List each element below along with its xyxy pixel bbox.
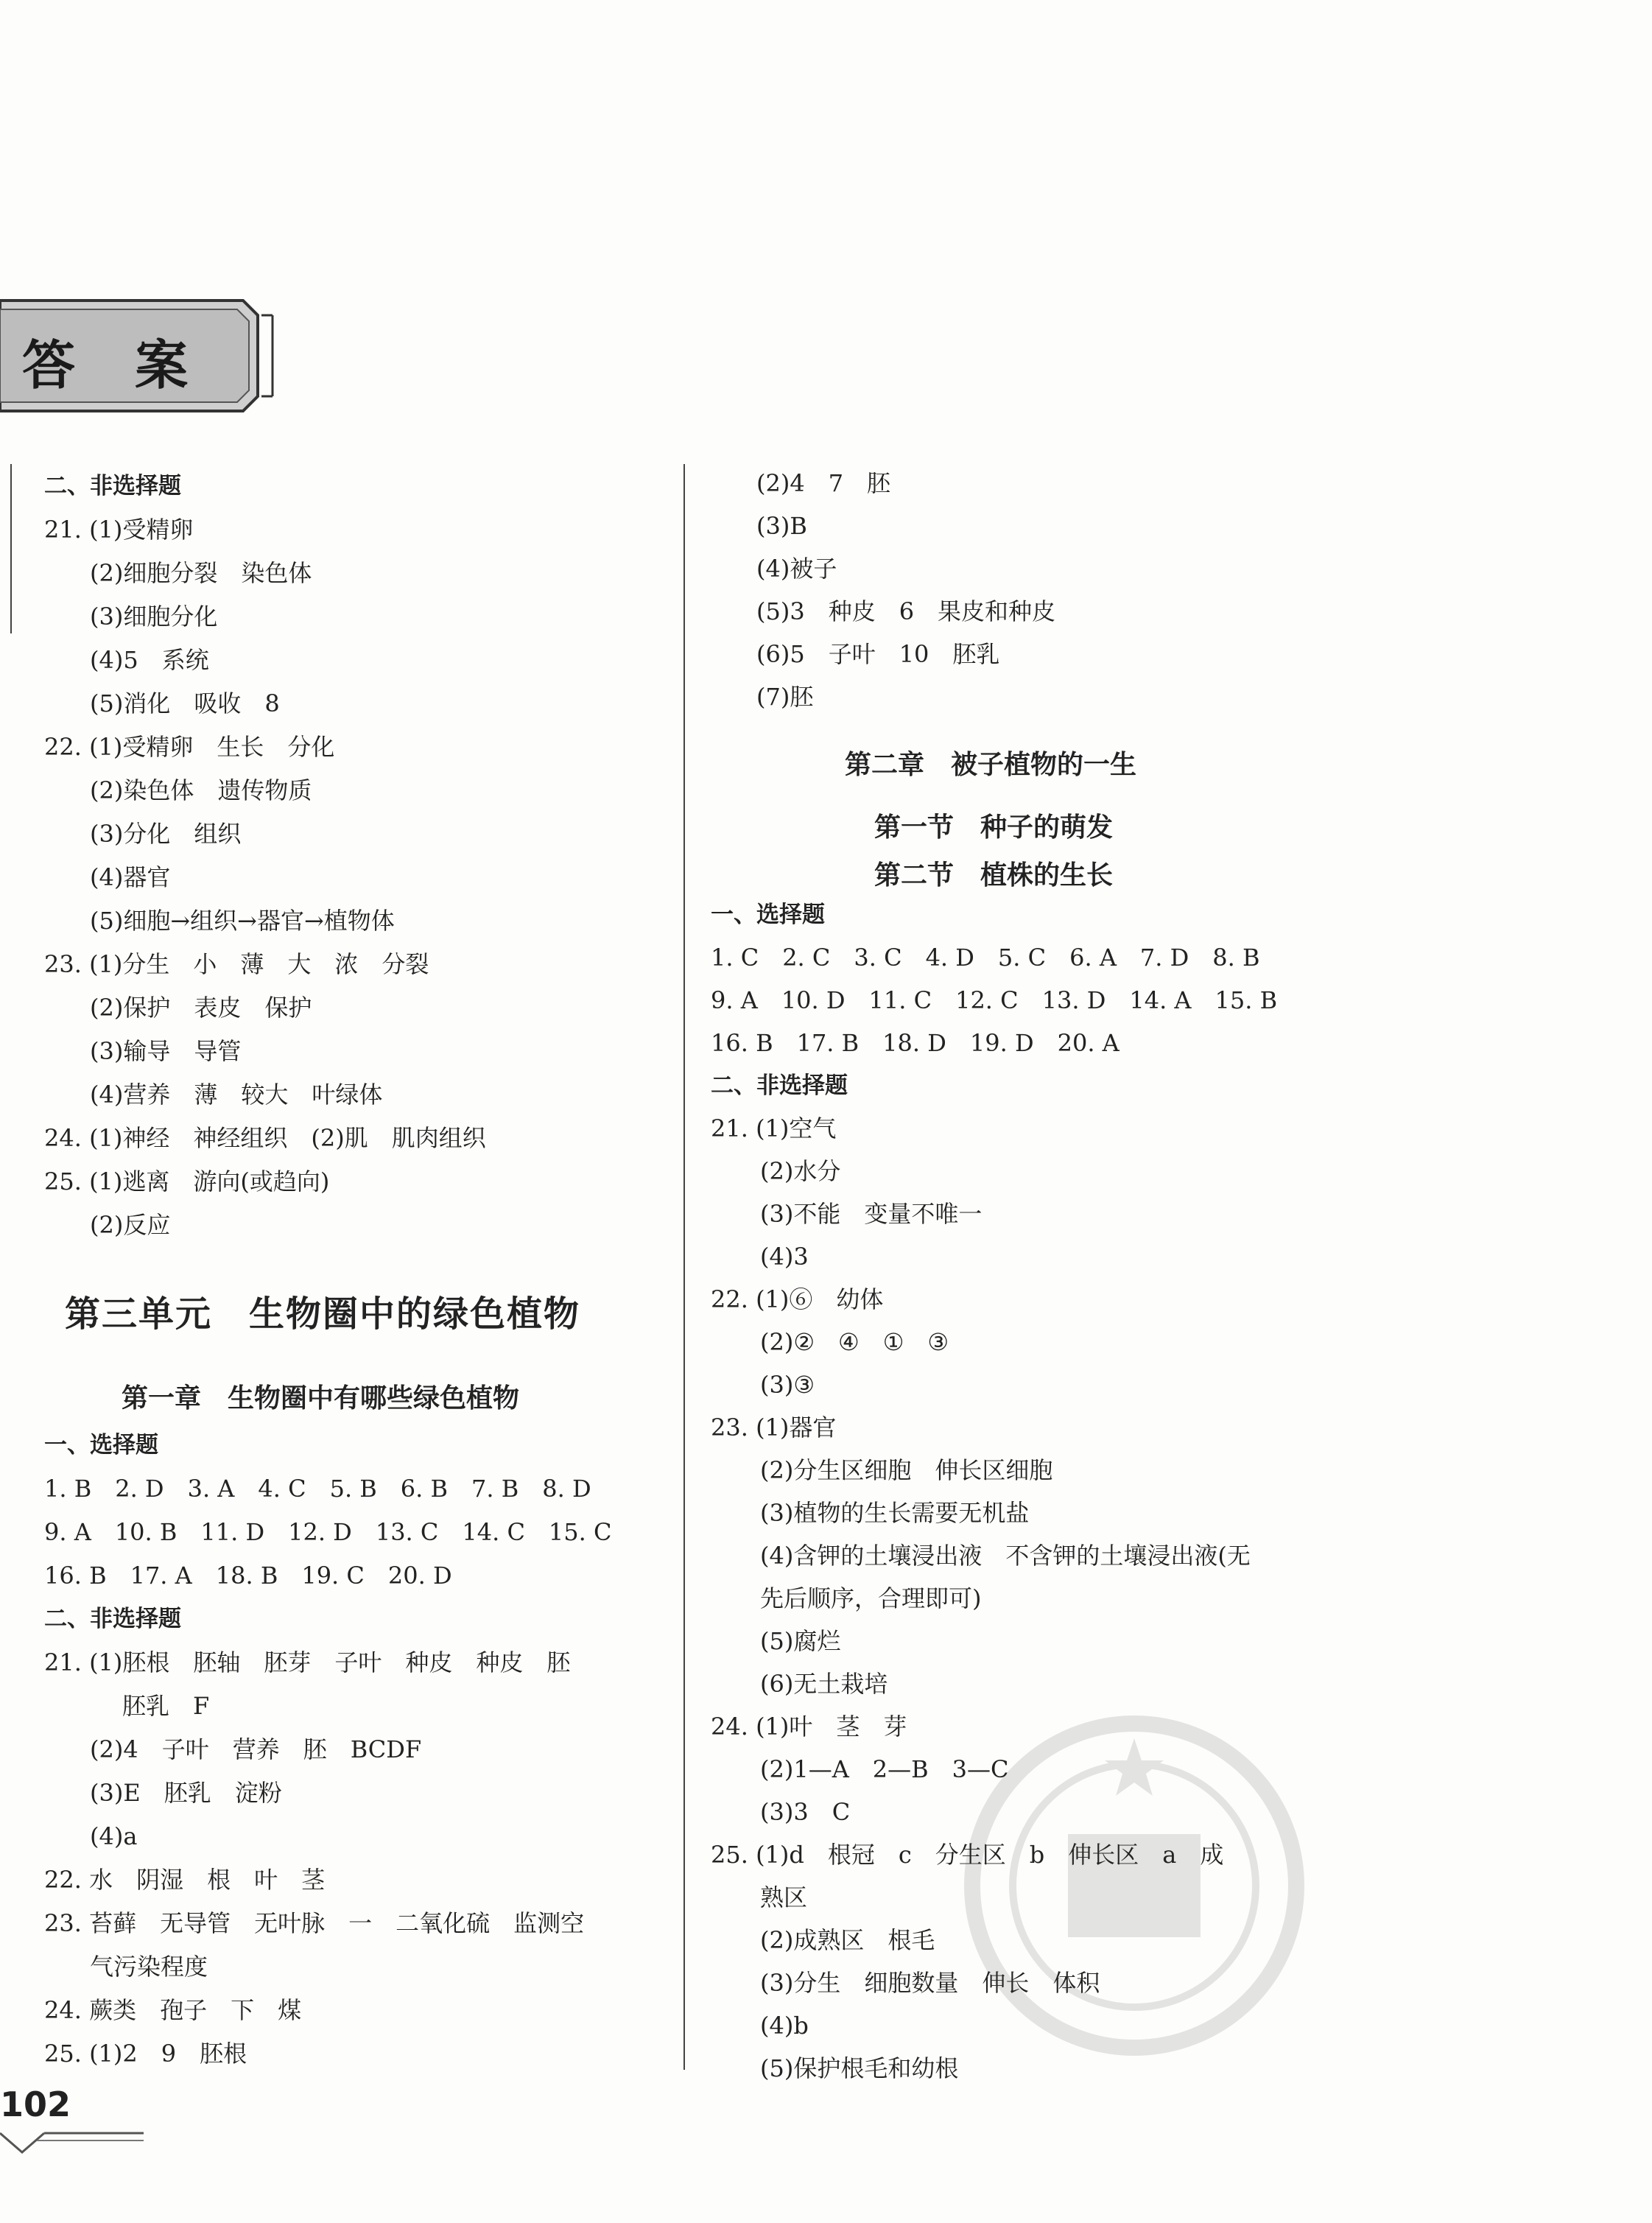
answer-line: (2)染色体 遗传物质 [90,776,312,804]
answer-line: 24. 蕨类 孢子 下 煤 [44,1996,302,2024]
answer-line: 16. B 17. A 18. B 19. C 20. D [44,1562,452,1590]
chapter-title: 第二章 被子植物的一生 [845,749,1137,780]
answer-line: (5)3 种皮 6 果皮和种皮 [756,597,1056,625]
answer-line: 23. (1)分生 小 薄 大 浓 分裂 [44,950,429,978]
section-title: 第一节 种子的萌发 [874,812,1114,843]
section-title: 第二节 植株的生长 [874,860,1114,891]
answer-line: 25. (1)逃离 游向(或趋向) [44,1167,330,1195]
answer-line: (2)细胞分裂 染色体 [90,559,312,587]
answer-line: 25. (1)2 9 胚根 [44,2040,247,2068]
section-heading: 一、选择题 [44,1432,158,1458]
answer-line: (2)保护 表皮 保护 [90,994,312,1022]
answer-line: (3)③ [760,1371,815,1399]
answer-banner [0,293,280,418]
answer-line: (5)细胞→组织→器官→植物体 [90,907,395,935]
answer-line: 熟区 [760,1883,808,1911]
answer-line: (3)输导 导管 [90,1037,242,1065]
answer-line: (2)成熟区 根毛 [760,1926,935,1954]
left-margin-rule [10,464,12,633]
section-heading: 二、非选择题 [44,473,181,499]
answer-line: 胚乳 F [122,1692,210,1720]
answer-line: (5)保护根毛和幼根 [760,2054,959,2082]
answer-line: (4)营养 薄 较大 叶绿体 [90,1081,383,1109]
answer-line: (2)4 7 胚 [756,469,891,497]
answer-line: 21. (1)空气 [711,1114,837,1142]
chapter-title: 第一章 生物圈中有哪些绿色植物 [122,1383,520,1413]
answer-line: (2)分生区细胞 伸长区细胞 [760,1456,1053,1484]
answer-line: (4)b [760,2012,809,2040]
answer-line: (4)3 [760,1243,809,1271]
answer-line: 1. B 2. D 3. A 4. C 5. B 6. B 7. B 8. D [44,1475,591,1503]
page-arrow-icon [0,2130,147,2160]
answer-line: (2)② ④ ① ③ [760,1328,949,1356]
unit-title: 第三单元 生物圈中的绿色植物 [65,1293,581,1335]
answer-line: (3)植物的生长需要无机盐 [760,1499,1030,1527]
answer-line: 22. (1)受精卵 生长 分化 [44,733,335,761]
answer-line: 21. (1)胚根 胚轴 胚芽 子叶 种皮 种皮 胚 [44,1648,571,1676]
answer-line: (3)分化 组织 [90,820,242,848]
answer-line: (4)a [90,1822,138,1850]
answer-line: (3)3 C [760,1798,851,1826]
column-divider [683,464,685,2070]
answer-line: 9. A 10. D 11. C 12. C 13. D 14. A 15. B [711,986,1278,1014]
answer-line: (2)反应 [90,1211,171,1239]
watermark-stamp-icon [957,1709,1311,2062]
answer-line: 22. (1)⑥ 幼体 [711,1285,884,1313]
answer-line: (4)器官 [90,863,171,891]
answer-line: 23. (1)器官 [711,1413,837,1441]
section-heading: 一、选择题 [711,902,825,928]
answer-line: (7)胚 [756,683,814,711]
answer-line: (3)分生 细胞数量 伸长 体积 [760,1969,1100,1997]
answer-line: (2)1—A 2—B 3—C [760,1755,1009,1783]
answer-line: 先后顺序，合理即可) [760,1584,982,1612]
answer-line: 24. (1)神经 神经组织 (2)肌 肌肉组织 [44,1124,486,1152]
answer-line: 气污染程度 [90,1953,208,1981]
answer-line: (3)不能 变量不唯一 [760,1200,983,1228]
answer-line: (3)E 胚乳 淀粉 [90,1779,282,1807]
answer-line: (3)细胞分化 [90,603,218,631]
answer-line: 22. 水 阴湿 根 叶 茎 [44,1866,326,1894]
answer-line: (2)水分 [760,1157,841,1185]
answer-line: 25. (1)d 根冠 c 分生区 b 伸长区 a 成 [711,1841,1224,1869]
answer-line: (4)5 系统 [90,646,209,674]
answer-line: (6)5 子叶 10 胚乳 [756,640,1000,668]
page-number: 102 [0,2085,71,2124]
answer-line: (2)4 子叶 营养 胚 BCDF [90,1735,422,1763]
answer-line: 16. B 17. B 18. D 19. D 20. A [711,1029,1120,1057]
answer-line: 21. (1)受精卵 [44,516,194,544]
answer-line: 9. A 10. B 11. D 12. D 13. C 14. C 15. C [44,1518,612,1546]
answer-line: (4)被子 [756,555,837,583]
answer-line: (4)含钾的土壤浸出液 不含钾的土壤浸出液(无 [760,1542,1251,1570]
answer-line: (6)无土栽培 [760,1670,888,1698]
answer-line: 24. (1)叶 茎 芽 [711,1713,907,1741]
section-heading: 二、非选择题 [44,1606,181,1632]
answer-line: (5)消化 吸收 8 [90,689,280,717]
section-heading: 二、非选择题 [711,1072,848,1099]
answer-line: (3)B [756,512,807,540]
page-title: 答 案 [22,334,209,396]
answer-line: 1. C 2. C 3. C 4. D 5. C 6. A 7. D 8. B [711,944,1260,972]
answer-line: 23. 苔藓 无导管 无叶脉 一 二氧化硫 监测空 [44,1909,585,1937]
answer-line: (5)腐烂 [760,1627,841,1655]
